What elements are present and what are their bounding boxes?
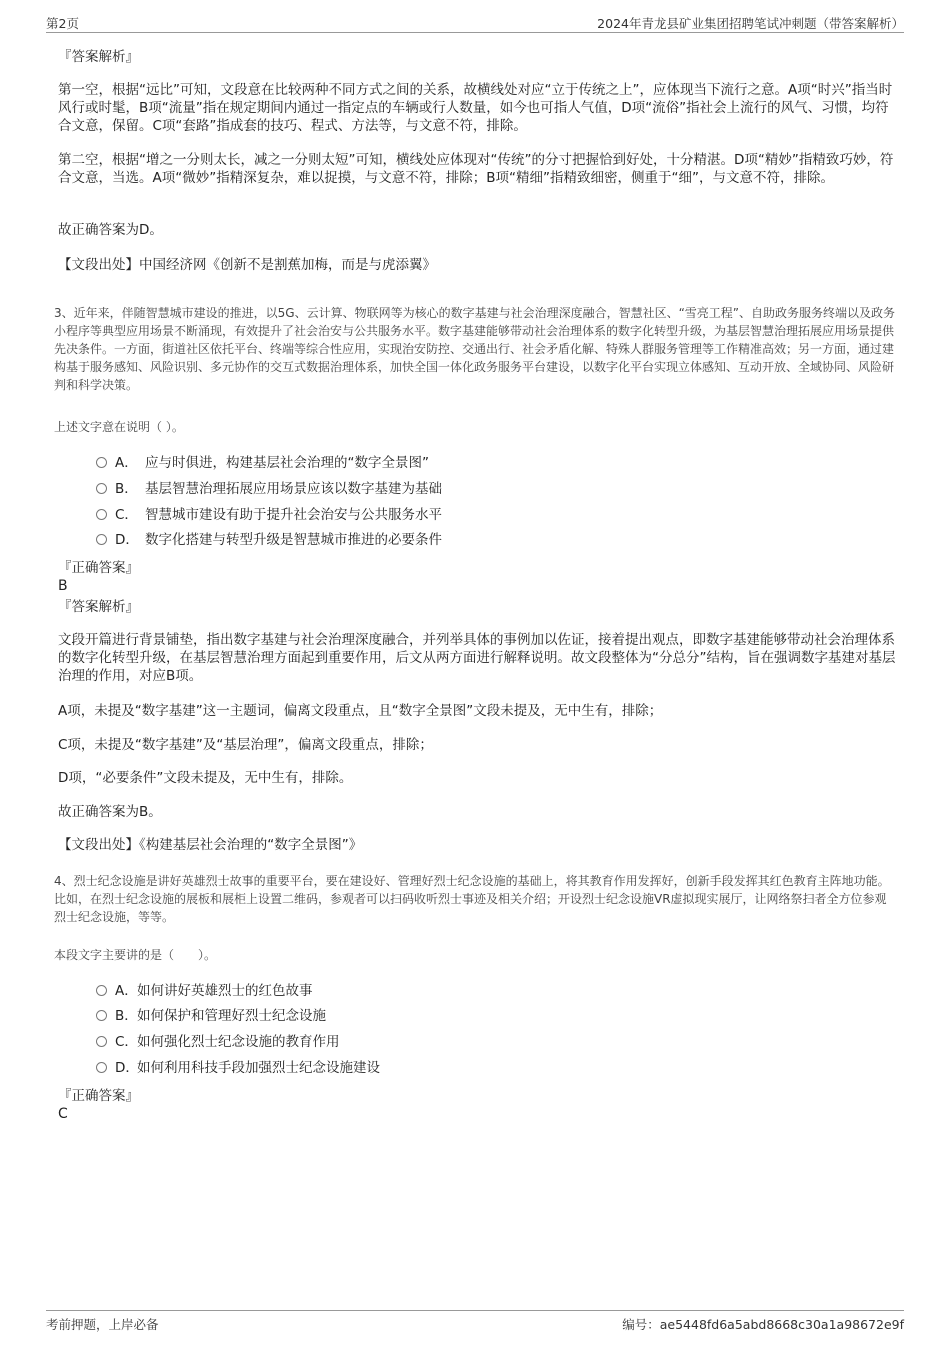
option-text: 应与时俱进，构建基层社会治理的“数字全景图” [145,455,429,471]
radio-icon[interactable] [96,483,107,494]
q3-analysis-label: 『答案解析』 [58,599,139,615]
q2-analysis-label: 『答案解析』 [58,49,139,65]
q2-analysis-paragraph-2: 第二空，根据“增之一分则太长，减之一分则太短”可知，横线处应体现对“传统”的分寸把握恰到好处，十分精湛。D项“精妙”指精致巧妙，符合文意，当选。A项“微妙”指精深复杂，难以捉摸，与文意不符，排除；B项“精细”指精致细密，侧重于“细”，与文意不符，排除。 [58,152,894,186]
footer-note: 考前押题，上岸必备 [46,1317,159,1332]
q2-analysis-paragraph-1: 第一空，根据“远比”可知，文段意在比较两种不同方式之间的关系，故横线处对应“立于传统之上”，应体现当下流行之意。A项“时兴”指当时风行或时髦，B项“流量”指在规定期间内通过一指定点的车辆或行人数量，如今也可指人气值，D项“流俗”指社会上流行的风气、习惯，均符合文意，保留。C项“套路”指成套的技巧、程式、方法等，与文意不符，排除。 [58,82,893,134]
radio-icon[interactable] [96,1010,107,1021]
option-text: 如何保护和管理好烈士纪念设施 [137,1008,326,1024]
q3-analysis-option-c: C项，未提及“数字基建”及“基层治理”，偏离文段重点，排除； [58,737,433,753]
radio-icon[interactable] [96,1062,107,1073]
q2-conclusion: 故正确答案为D。 [58,222,163,238]
radio-icon[interactable] [96,985,107,996]
q4-answer-label: 『正确答案』 [58,1088,139,1104]
option-letter: A． [115,455,138,471]
option-letter: A． [115,983,138,999]
radio-icon[interactable] [96,534,107,545]
option-letter: C． [115,507,138,523]
q4-option-a[interactable] [96,982,313,1000]
radio-icon[interactable] [96,1036,107,1047]
option-letter: B． [115,1008,138,1024]
q3-analysis-option-a: A项，未提及“数字基建”这一主题词，偏离文段重点，且“数字全景图”文段未提及，无中生有，排除； [58,703,663,719]
option-text: 基层智慧治理拓展应用场景应该以数字基建为基础 [145,481,442,497]
q2-source: 【文段出处】中国经济网《创新不是割蕉加梅，而是与虎添翼》 [58,257,436,273]
option-text: 智慧城市建设有助于提升社会治安与公共服务水平 [145,507,442,523]
page-number: 第2页 [46,16,79,31]
q3-option-c[interactable] [96,506,442,524]
q4-option-d[interactable] [96,1059,380,1077]
q3-option-d[interactable] [96,531,442,549]
option-letter: D． [115,1060,139,1076]
option-letter: C． [115,1034,138,1050]
option-letter: B． [115,481,138,497]
q3-source: 【文段出处】《构建基层社会治理的“数字全景图”》 [58,837,363,853]
radio-icon[interactable] [96,457,107,468]
option-text: 如何利用科技手段加强烈士纪念设施建设 [137,1060,380,1076]
document-title: 2024年青龙县矿业集团招聘笔试冲刺题（带答案解析） [597,16,904,31]
q4-answer: C [58,1106,68,1122]
q3-conclusion: 故正确答案为B。 [58,804,162,820]
page-header [46,14,904,33]
option-text: 数字化搭建与转型升级是智慧城市推进的必要条件 [145,532,442,548]
q3-stem: 3、近年来，伴随智慧城市建设的推进，以5G、云计算、物联网等为核心的数字基建与社会治理深度融合，智慧社区、“雪亮工程”、自助政务服务终端以及政务小程序等典型应用场景不断涌现，有效提升了社会治安与公共服务水平。数字基建能够带动社会治理体系的数字化转型升级，为基层智慧治理拓展应用场景提供先决条件。一方面，街道社区依托平台、终端等综合性应用，实现治安防控、交通出行、社会矛盾化解、特殊人群服务管理等工作精准高效；另一方面，通过建构基于服务感知、风险识别、多元协作的交互式数据治理体系，加快全国一体化政务服务平台建设，以数字化平台实现立体感知、互动开放、全域协同、风险研判和科学决策。 [54,306,896,392]
q3-analysis-paragraph: 文段开篇进行背景铺垫，指出数字基建与社会治理深度融合，并列举具体的事例加以佐证，接着提出观点，即数字基建能够带动社会治理体系的数字化转型升级，在基层智慧治理方面起到重要作用，后文从两方面进行解释说明。故文段整体为“分总分”结构，旨在强调数字基建对基层治理的作用，对应B项。 [58,632,896,684]
q4-stem: 4、烈士纪念设施是讲好英雄烈士故事的重要平台，要在建设好、管理好烈士纪念设施的基础上，将其教育作用发挥好，创新手段发挥其红色教育主阵地功能。比如，在烈士纪念设施的展板和展柜上设置二维码，参观者可以扫码收听烈士事迹及相关介绍；开设烈士纪念设施VR虚拟现实展厅，让网络祭扫者全方位参观烈士纪念设施，等等。 [54,874,890,924]
q3-option-a[interactable] [96,454,429,472]
q4-option-b[interactable] [96,1007,326,1025]
option-letter: D． [115,532,139,548]
page-footer [46,1310,904,1331]
option-text: 如何强化烈士纪念设施的教育作用 [137,1034,340,1050]
q4-option-c[interactable] [96,1033,340,1051]
radio-icon[interactable] [96,509,107,520]
q4-question: 本段文字主要讲的是（ ）。 [54,948,217,962]
option-text: 如何讲好英雄烈士的红色故事 [137,983,313,999]
q3-answer-label: 『正确答案』 [58,560,139,576]
q3-answer: B [58,578,68,594]
q3-option-b[interactable] [96,480,442,498]
q3-analysis-option-d: D项，“必要条件”文段未提及，无中生有，排除。 [58,770,353,786]
q3-question: 上述文字意在说明（ ）。 [54,420,184,434]
document-code: 编号：ae5448fd6a5abd8668c30a1a98672e9f [622,1317,904,1332]
